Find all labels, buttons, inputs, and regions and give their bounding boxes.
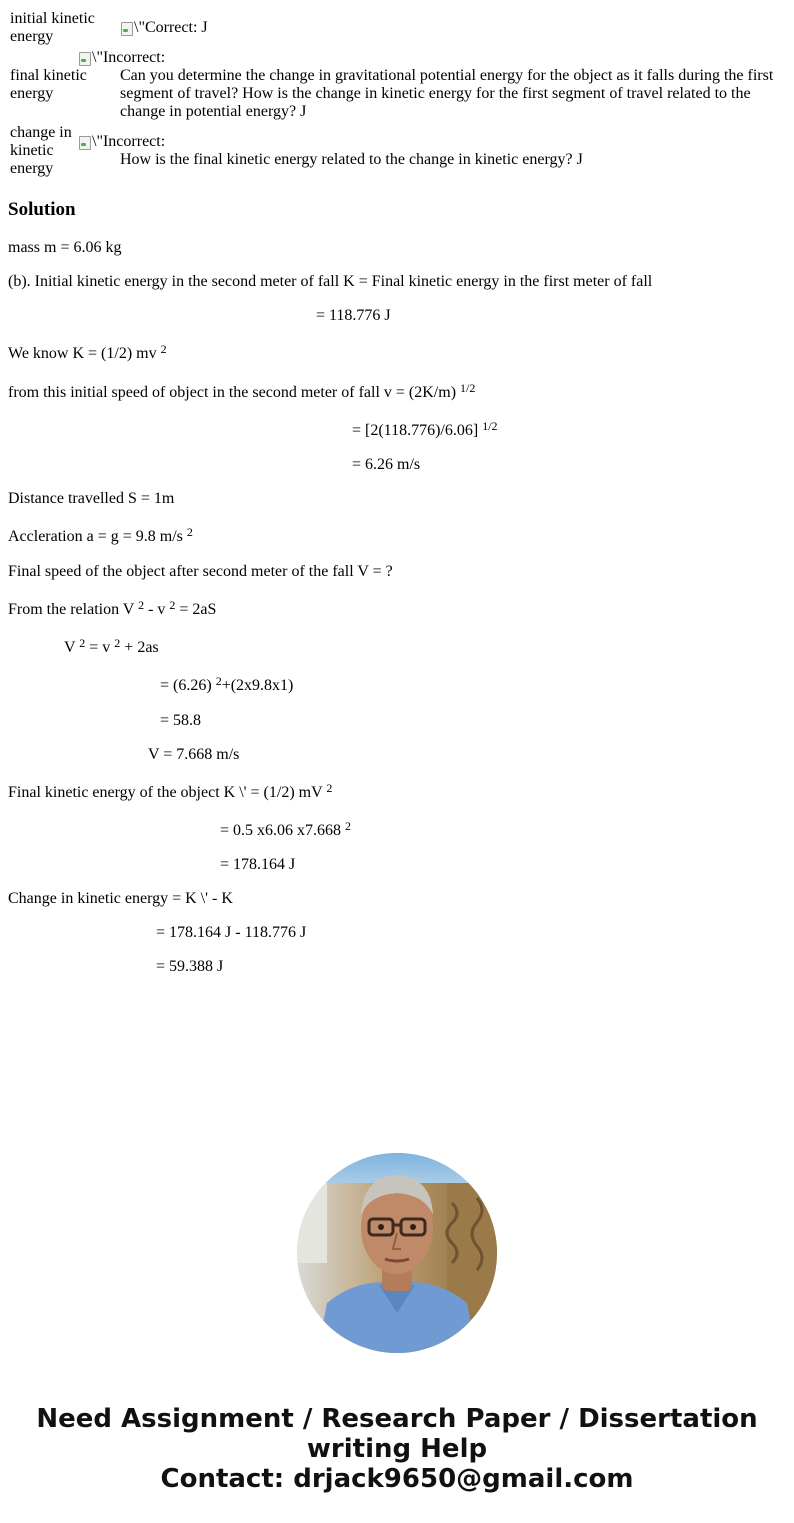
change-value-line: = 59.388 J bbox=[156, 958, 224, 975]
k-value-line: = 118.776 J bbox=[316, 307, 391, 324]
mass-line: mass m = 6.06 kg bbox=[8, 239, 122, 256]
change-sub-line: = 178.164 J - 118.776 J bbox=[156, 924, 307, 941]
hint-text: Can you determine the change in gravitational potential energy for the object as it falls during the first segment of travel? How is the change in kinetic energy for the first segment of travel related to the change in potential energy? J bbox=[120, 67, 774, 120]
row-label: initial kinetic energy bbox=[10, 10, 95, 45]
v-squared-value-line: = 58.8 bbox=[160, 712, 202, 729]
footer bbox=[0, 1404, 794, 1494]
status-incorrect: \"Incorrect: bbox=[78, 133, 165, 151]
v-squared-sub-line: = (6.26) $^2$+(2x9.8x1) bbox=[160, 674, 294, 694]
change-ke-line: Change in kinetic energy = K \' - K bbox=[8, 890, 233, 907]
v-squared-line: V $^2$ = v $^2$ + 2as bbox=[64, 636, 159, 656]
broken-image-icon bbox=[78, 50, 92, 66]
author-photo bbox=[297, 1153, 497, 1353]
acceleration-line: Accleration a = g = 9.8 m/s $^2$ bbox=[8, 525, 193, 545]
v-value-line: V = 7.668 m/s bbox=[148, 746, 240, 763]
final-ke-sub-line: = 0.5 x6.06 x7.668 $^2$ bbox=[220, 819, 352, 839]
final-ke-value-line: = 178.164 J bbox=[220, 856, 296, 873]
hint-text: How is the final kinetic energy related to the change in kinetic energy? J bbox=[120, 151, 583, 168]
status-correct: \"Correct: J bbox=[120, 19, 208, 37]
solution-heading: Solution bbox=[8, 199, 76, 220]
footer-contact-line: Contact: drjack9650@gmail.com bbox=[160, 1464, 634, 1494]
footer-help-line: Need Assignment / Research Paper / Dissertation writing Help bbox=[36, 1404, 758, 1464]
speed-value-line: = 6.26 m/s bbox=[352, 456, 421, 473]
row-label: final kinetic energy bbox=[10, 67, 87, 102]
part-b-line: (b). Initial kinetic energy in the second meter of fall K = Final kinetic energy in the first meter of fall bbox=[8, 273, 653, 290]
distance-line: Distance travelled S = 1m bbox=[8, 490, 175, 507]
broken-image-icon bbox=[120, 20, 134, 36]
ke-formula-line: We know K = (1/2) mv $^2$ bbox=[8, 342, 167, 362]
final-speed-question: Final speed of the object after second meter of the fall V = ? bbox=[8, 563, 393, 580]
broken-image-icon bbox=[78, 134, 92, 150]
relation-line: From the relation V $^2$ - v $^2$ = 2aS bbox=[8, 598, 217, 618]
status-incorrect: \"Incorrect: bbox=[78, 49, 165, 67]
speed-intro-line: from this initial speed of object in the second meter of fall v = (2K/m) $^{1/2}$ bbox=[8, 381, 476, 401]
row-label: change in kinetic energy bbox=[10, 124, 72, 177]
avatar bbox=[297, 1153, 497, 1353]
speed-sub-line: = [2(118.776)/6.06] $^{1/2}$ bbox=[352, 419, 498, 439]
final-ke-line: Final kinetic energy of the object K \' = (1/2) mV $^2$ bbox=[8, 781, 333, 801]
